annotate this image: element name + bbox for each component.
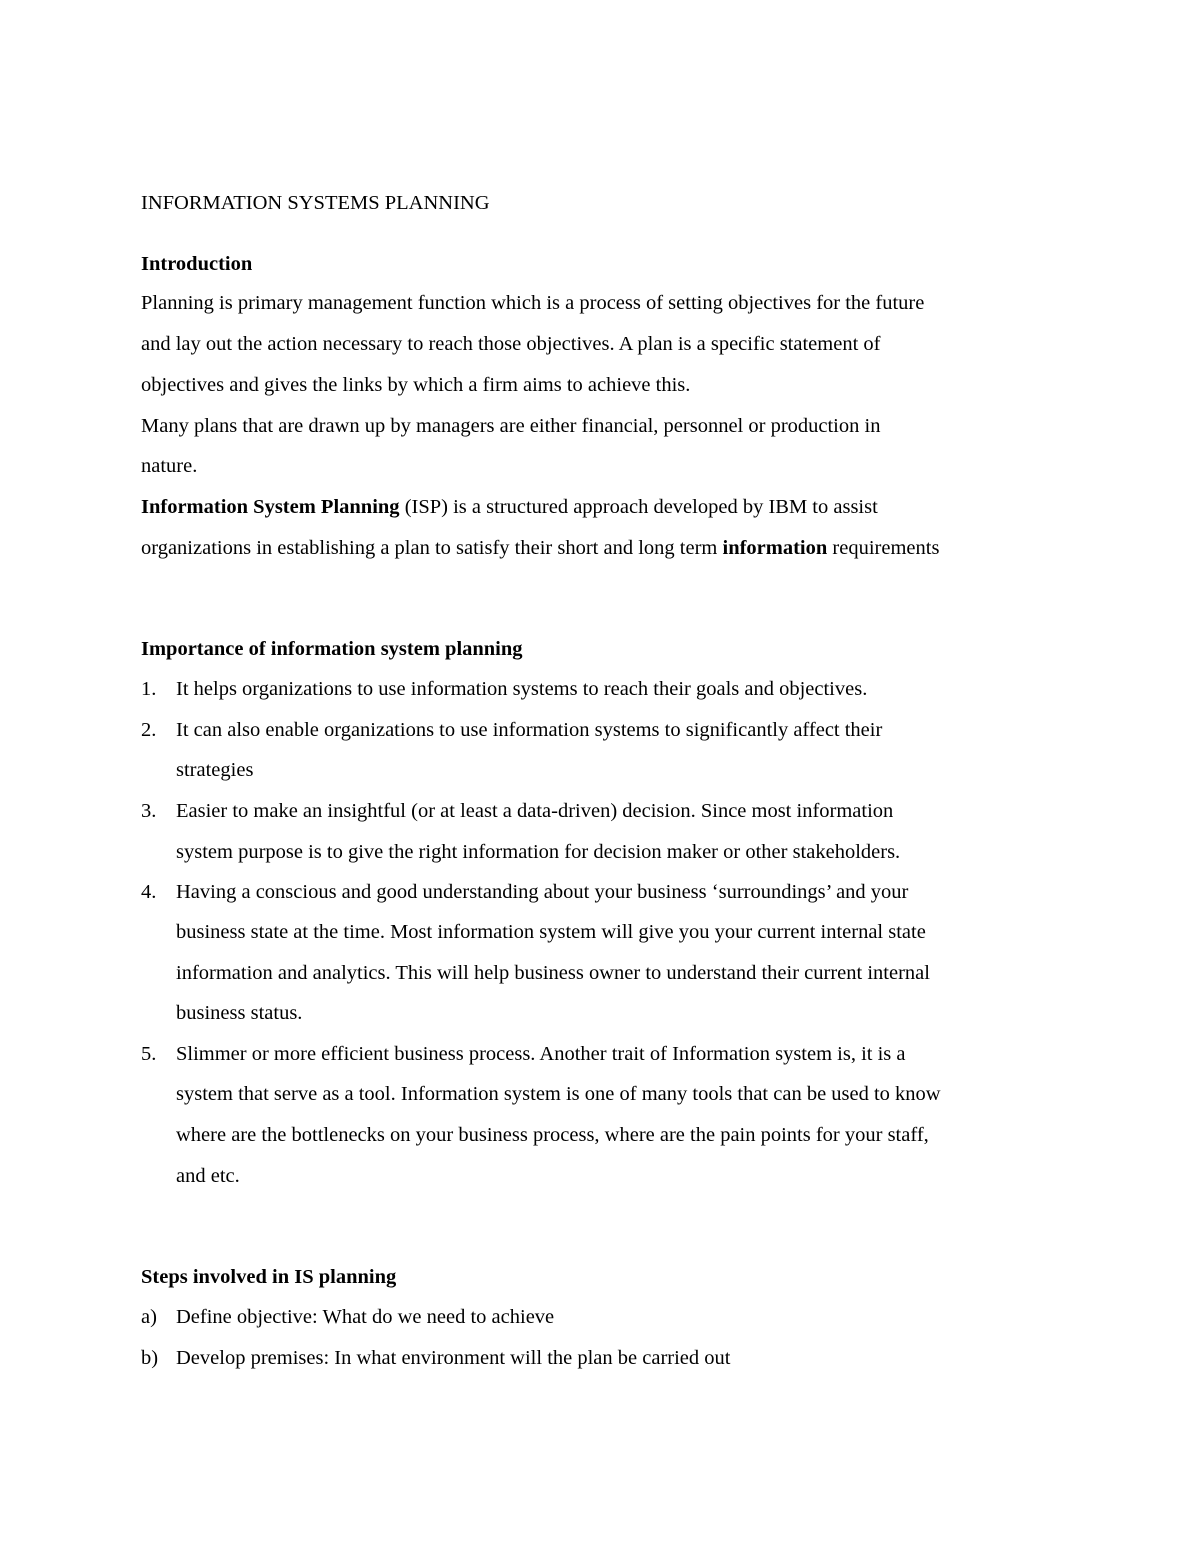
list-item-text: It can also enable organizations to use information systems to significantly affect their (176, 719, 883, 741)
list-number: 4. (141, 881, 157, 903)
list-item-text: Easier to make an insightful (or at least a data-driven) decision. Since most information (176, 800, 894, 822)
isp-term: Information System Planning (141, 496, 400, 518)
list-item-text: Slimmer or more efficient business process. Another trait of Information system is, it is a (176, 1043, 906, 1065)
list-item-text: Define objective: What do we need to achieve (176, 1306, 555, 1328)
intro-line: nature. (141, 455, 198, 477)
list-item-text: system that serve as a tool. Information system is one of many tools that can be used to know (176, 1083, 941, 1105)
list-item-text: where are the bottlenecks on your business process, where are the pain points for your staff, (176, 1124, 929, 1146)
intro-line: objectives and gives the links by which a firm aims to achieve this. (141, 374, 691, 396)
introduction-heading: Introduction (141, 253, 253, 275)
list-item-text: Develop premises: In what environment will the plan be carried out (176, 1347, 731, 1369)
steps-heading: Steps involved in IS planning (141, 1266, 397, 1288)
list-item-text: business state at the time. Most information system will give you your current internal state (176, 921, 926, 943)
list-item-text: system purpose is to give the right information for decision maker or other stakeholders. (176, 841, 901, 863)
intro-line: and lay out the action necessary to reach those objectives. A plan is a specific statement of (141, 333, 881, 355)
list-number: 2. (141, 719, 157, 741)
isp-definition-text: organizations in establishing a plan to satisfy their short and long term (141, 537, 723, 559)
isp-bold-word: information (722, 537, 828, 559)
list-number: 1. (141, 678, 157, 700)
list-item-text: strategies (176, 759, 254, 781)
intro-line: Many plans that are drawn up by managers are either financial, personnel or production in (141, 415, 881, 437)
list-number: 5. (141, 1043, 157, 1065)
isp-definition-line (141, 497, 878, 518)
list-item-text: It helps organizations to use information systems to reach their goals and objectives. (176, 678, 868, 700)
importance-heading: Importance of information system planning (141, 638, 523, 660)
isp-definition-line (141, 538, 939, 559)
list-item-text: and etc. (176, 1165, 240, 1187)
list-letter: b) (141, 1347, 159, 1369)
list-item-text: Having a conscious and good understanding about your business ‘surroundings’ and your (176, 881, 909, 903)
list-number: 3. (141, 800, 157, 822)
list-item-text: information and analytics. This will help business owner to understand their current internal (176, 962, 930, 984)
isp-definition-text: requirements (827, 537, 940, 559)
list-item-text: business status. (176, 1002, 303, 1024)
document-title: INFORMATION SYSTEMS PLANNING (141, 192, 490, 214)
isp-definition-text: (ISP) is a structured approach developed by IBM to assist (399, 496, 878, 518)
intro-line: Planning is primary management function which is a process of setting objectives for the future (141, 292, 925, 314)
list-letter: a) (141, 1306, 157, 1328)
